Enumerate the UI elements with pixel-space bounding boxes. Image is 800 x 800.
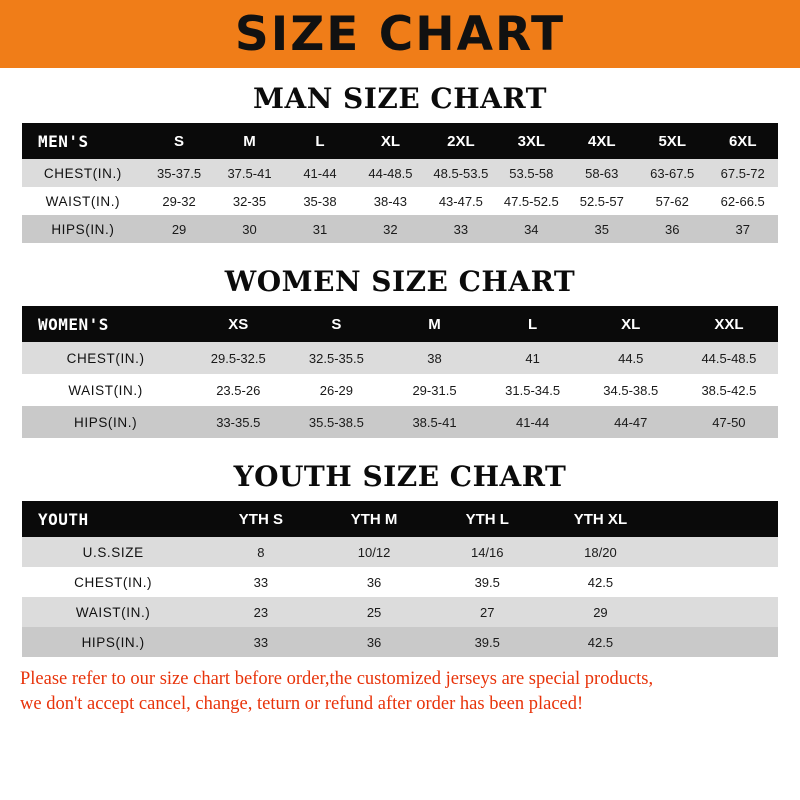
table-row xyxy=(22,123,778,159)
table-row xyxy=(22,159,778,187)
table-women-body xyxy=(22,342,778,438)
cell: 35 xyxy=(594,221,609,237)
row-label-waist: WAIST(IN.) xyxy=(68,382,143,398)
table-row xyxy=(22,597,778,627)
cell: 62-66.5 xyxy=(720,193,765,209)
cell: 38.5-41 xyxy=(412,414,457,430)
table-women-head xyxy=(22,306,778,342)
table-man-col-6: 4XL xyxy=(588,132,616,150)
section-title-youth: YOUTH SIZE CHART xyxy=(233,460,567,493)
table-row xyxy=(22,215,778,243)
cell: 44.5-48.5 xyxy=(701,350,757,366)
cell: 29 xyxy=(171,221,187,237)
cell: 47.5-52.5 xyxy=(503,193,559,209)
section-women xyxy=(0,265,800,438)
cell: 33 xyxy=(453,221,469,237)
table-man-col-0: S xyxy=(174,132,185,150)
cell: 37.5-41 xyxy=(227,165,272,181)
table-women-col-5: XXL xyxy=(714,315,744,333)
cell: 47-50 xyxy=(712,414,746,430)
table-man-header-label: MEN'S xyxy=(38,131,89,151)
cell: 33 xyxy=(253,634,269,650)
table-row xyxy=(22,187,778,215)
row-label-chest: CHEST(IN.) xyxy=(66,350,145,366)
page-title: SIZE CHART xyxy=(234,6,566,62)
cell: 42.5 xyxy=(587,634,614,650)
table-women-col-3: L xyxy=(528,315,538,333)
cell: 36 xyxy=(664,221,680,237)
table-row xyxy=(22,537,778,567)
cell: 23.5-26 xyxy=(216,382,261,398)
row-label-chest: CHEST(IN.) xyxy=(74,574,153,590)
cell: 41 xyxy=(525,350,540,366)
table-youth-header-label: YOUTH xyxy=(38,509,89,529)
cell: 23 xyxy=(253,604,269,620)
footer-note-line-2: we don't accept cancel, change, teturn or refund after order has been placed! xyxy=(20,693,584,714)
cell: 39.5 xyxy=(474,634,500,650)
cell: 44-48.5 xyxy=(368,165,413,181)
table-youth-head xyxy=(22,501,778,537)
table-youth-col-0: YTH S xyxy=(238,510,283,528)
cell: 39.5 xyxy=(474,574,500,590)
cell: 42.5 xyxy=(587,574,614,590)
table-man-head xyxy=(22,123,778,159)
cell: 32-35 xyxy=(232,193,267,209)
cell: 57-62 xyxy=(655,193,689,209)
cell: 29-32 xyxy=(162,193,196,209)
cell: 48.5-53.5 xyxy=(433,165,489,181)
cell: 63-67.5 xyxy=(650,165,695,181)
cell: 26-29 xyxy=(319,382,353,398)
section-title-women: WOMEN SIZE CHART xyxy=(224,265,576,298)
cell: 34 xyxy=(524,221,539,237)
table-women-col-1: S xyxy=(331,315,342,333)
cell: 34.5-38.5 xyxy=(603,382,659,398)
table-women xyxy=(22,306,778,438)
row-label-hips: HIPS(IN.) xyxy=(51,221,115,237)
cell: 31 xyxy=(312,221,328,237)
cell: 35.5-38.5 xyxy=(308,414,364,430)
cell: 35-37.5 xyxy=(157,165,202,181)
cell: 14/16 xyxy=(470,544,504,560)
cell-spacer xyxy=(657,627,778,657)
section-title-man: MAN SIZE CHART xyxy=(253,82,547,115)
cell: 37 xyxy=(735,221,750,237)
table-row xyxy=(22,406,778,438)
table-women-col-0: XS xyxy=(228,315,249,333)
section-youth xyxy=(0,460,800,657)
cell: 27 xyxy=(480,604,495,620)
table-youth xyxy=(22,501,778,657)
table-women-header-label: WOMEN'S xyxy=(38,314,109,334)
cell: 32 xyxy=(383,221,398,237)
table-man-col-3: XL xyxy=(380,132,400,150)
table-youth-body xyxy=(22,537,778,657)
cell: 67.5-72 xyxy=(720,165,765,181)
cell: 36 xyxy=(366,574,382,590)
table-youth-col-1: YTH M xyxy=(350,510,398,528)
cell: 41-44 xyxy=(516,414,550,430)
cell-spacer xyxy=(657,567,778,597)
table-row xyxy=(22,374,778,406)
table-man-col-5: 3XL xyxy=(517,132,546,150)
cell: 35-38 xyxy=(303,193,337,209)
row-label-chest: CHEST(IN.) xyxy=(43,165,122,181)
table-youth-col-2: YTH L xyxy=(465,510,509,528)
table-man-col-2: L xyxy=(315,132,325,150)
table-man-col-7: 5XL xyxy=(658,132,686,150)
row-label-hips: HIPS(IN.) xyxy=(74,414,138,430)
cell: 30 xyxy=(242,221,257,237)
cell: 38 xyxy=(427,350,442,366)
cell: 32.5-35.5 xyxy=(308,350,364,366)
cell-spacer xyxy=(657,537,778,567)
table-youth-col-3: YTH XL xyxy=(573,510,628,528)
cell: 18/20 xyxy=(584,544,617,560)
row-label-hips: HIPS(IN.) xyxy=(81,634,145,650)
table-row xyxy=(22,342,778,374)
cell: 29-31.5 xyxy=(412,382,457,398)
cell: 38-43 xyxy=(373,193,408,209)
table-man-col-1: M xyxy=(243,132,256,150)
table-women-col-2: M xyxy=(428,315,441,333)
section-man xyxy=(0,82,800,243)
table-man-col-8: 6XL xyxy=(728,132,757,150)
table-man-col-4: 2XL xyxy=(447,132,475,150)
cell: 44-47 xyxy=(614,414,648,430)
table-row xyxy=(22,627,778,657)
cell: 41-44 xyxy=(303,165,337,181)
row-label-us-size: U.S.SIZE xyxy=(82,544,144,560)
row-label-waist: WAIST(IN.) xyxy=(75,604,151,620)
row-label-waist: WAIST(IN.) xyxy=(45,193,121,209)
cell: 33 xyxy=(253,574,269,590)
cell: 29 xyxy=(593,604,608,620)
table-youth-col-spacer xyxy=(657,501,778,537)
cell: 38.5-42.5 xyxy=(701,382,757,398)
footer-note xyxy=(0,657,800,717)
cell: 29.5-32.5 xyxy=(210,350,266,366)
cell: 53.5-58 xyxy=(509,165,554,181)
table-women-col-4: XL xyxy=(621,315,641,333)
cell: 10/12 xyxy=(357,544,391,560)
table-row xyxy=(22,306,778,342)
cell: 8 xyxy=(257,544,265,560)
cell: 44.5 xyxy=(618,350,644,366)
table-man-body xyxy=(22,159,778,243)
table-row xyxy=(22,567,778,597)
cell: 31.5-34.5 xyxy=(505,382,561,398)
cell: 33-35.5 xyxy=(216,414,261,430)
header-banner xyxy=(0,0,800,68)
cell-spacer xyxy=(657,597,778,627)
cell: 36 xyxy=(366,634,382,650)
cell: 58-63 xyxy=(585,165,619,181)
table-man xyxy=(22,123,778,243)
cell: 25 xyxy=(366,604,382,620)
cell: 52.5-57 xyxy=(579,193,624,209)
cell: 43-47.5 xyxy=(438,193,483,209)
footer-note-line-1: Please refer to our size chart before order,the customized jerseys are special products, xyxy=(20,669,654,689)
table-row xyxy=(22,501,778,537)
